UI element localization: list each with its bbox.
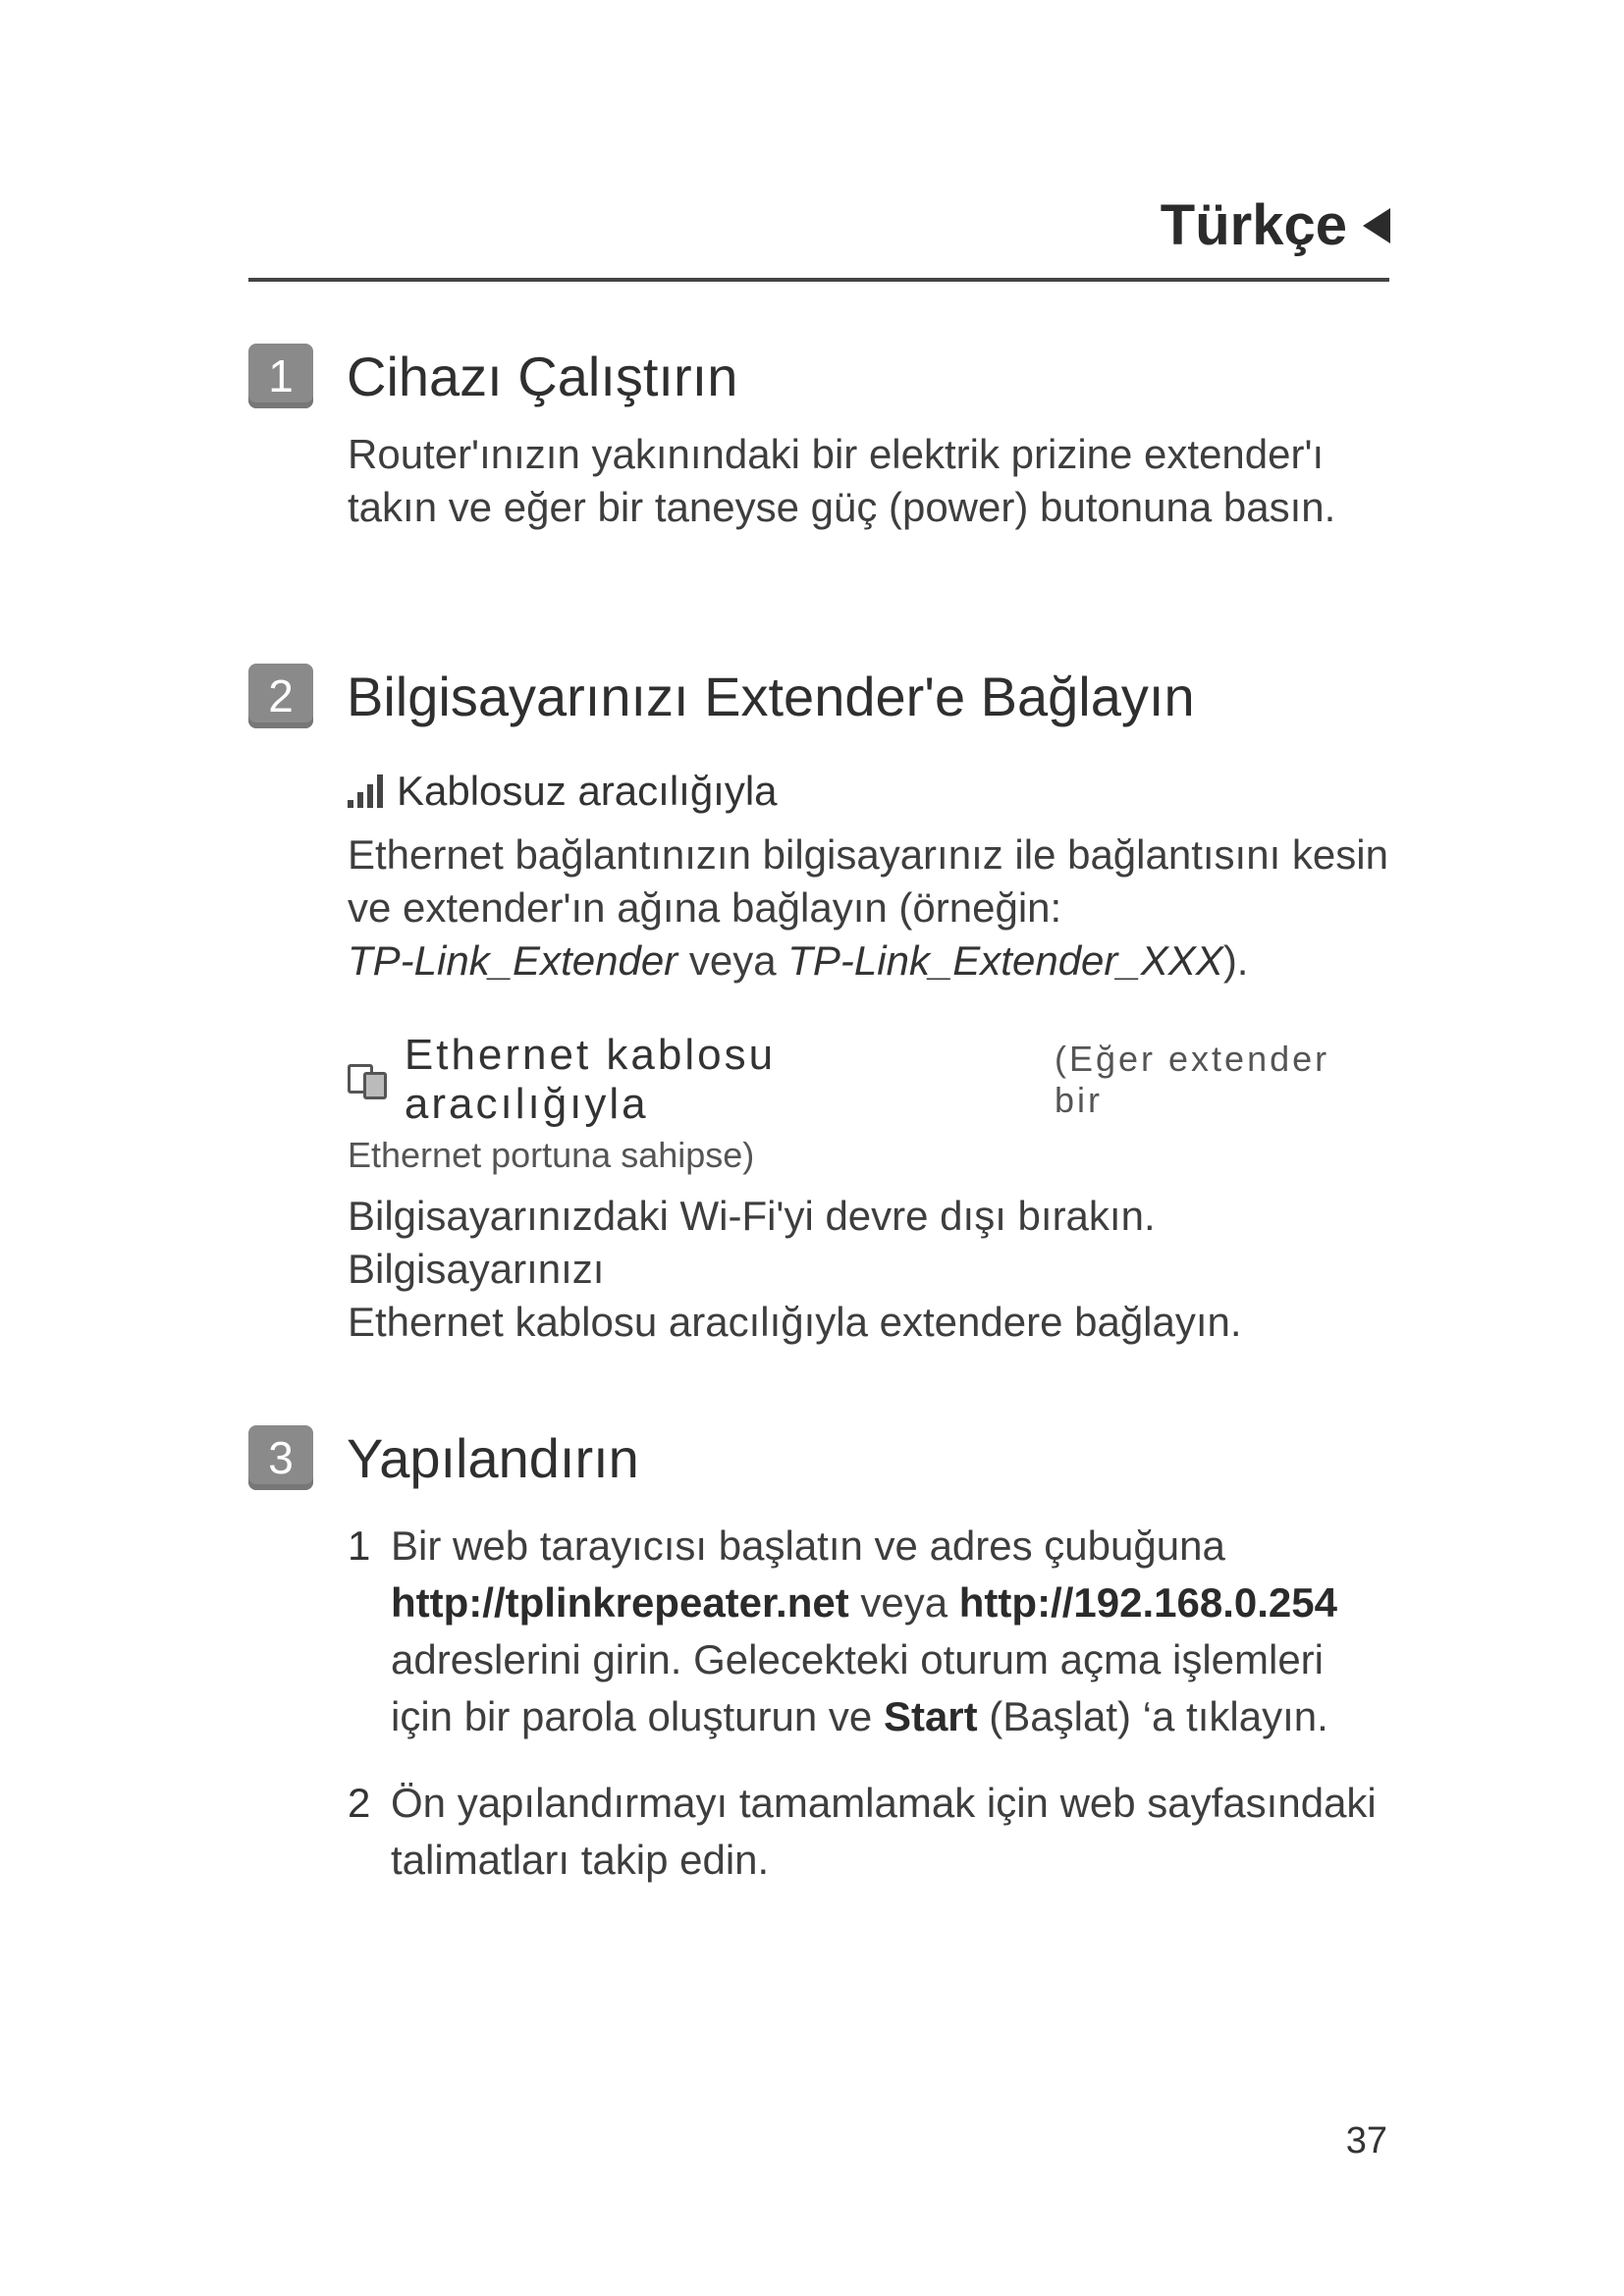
item-1-text-c: için bir parola oluşturun ve xyxy=(391,1693,884,1739)
wireless-body xyxy=(348,828,1389,988)
step-3-title: Yapılandırın xyxy=(347,1426,639,1489)
step-1-badge: 1 xyxy=(248,344,313,408)
item-1-line-4 xyxy=(391,1688,1337,1745)
url-tplinkrepeater: http://tplinkrepeater.net xyxy=(391,1579,849,1626)
list-item xyxy=(348,1518,1389,1745)
step-3-heading xyxy=(248,1425,1389,1490)
wireless-heading xyxy=(348,768,1389,815)
ethernet-heading xyxy=(348,1031,1389,1129)
ethernet-cable-icon xyxy=(348,1062,387,1097)
step-3-badge: 3 xyxy=(248,1425,313,1490)
ethernet-line-2: Ethernet kablosu aracılığıyla extendere bağlayın. xyxy=(348,1299,1242,1345)
ethernet-line-1: Bilgisayarınızdaki Wi-Fi'yi devre dışı bırakın. Bilgisayarınızı xyxy=(348,1193,1156,1292)
item-1-line-1: Bir web tarayıcısı başlatın ve adres çubuğuna xyxy=(391,1522,1225,1569)
ethernet-note-2: Ethernet portuna sahipse) xyxy=(348,1135,755,1175)
step-1-section xyxy=(248,344,1389,534)
step-3-list xyxy=(348,1518,1389,1889)
step-1-line-2: takın ve eğer bir taneyse güç (power) butonuna basın. xyxy=(348,484,1336,530)
ssid-example-2: TP-Link_Extender_XXX xyxy=(787,937,1223,984)
item-2-line-2: talimatları takip edin. xyxy=(391,1837,770,1883)
step-2-section xyxy=(248,664,1389,1349)
step-2-title: Bilgisayarınızı Extender'e Bağlayın xyxy=(347,665,1195,727)
url-ip-address: http://192.168.0.254 xyxy=(958,1579,1337,1626)
step-2-badge: 2 xyxy=(248,664,313,728)
url-or: veya xyxy=(848,1579,959,1626)
ssid-end: ). xyxy=(1222,937,1249,984)
item-1-line-3: adreslerini girin. Gelecekteki oturum açma işlemleri xyxy=(391,1636,1325,1682)
list-item-number: 2 xyxy=(348,1780,371,1826)
step-1-body xyxy=(348,428,1389,534)
wifi-signal-icon xyxy=(348,774,383,808)
start-label: Start xyxy=(883,1693,978,1739)
step-2-heading xyxy=(248,664,1389,728)
list-item-text xyxy=(391,1775,1377,1889)
list-item-number: 1 xyxy=(348,1522,371,1569)
ethernet-heading-label: Ethernet kablosu aracılığıyla xyxy=(404,1031,777,1128)
step-1-heading xyxy=(248,344,1389,408)
wireless-line-3 xyxy=(348,934,1389,988)
wireless-heading-label: Kablosuz aracılığıyla xyxy=(397,768,778,814)
item-2-line-1: Ön yapılandırmayı tamamlamak için web sayfasındaki xyxy=(391,1780,1377,1826)
ssid-or: veya xyxy=(677,937,788,984)
header-divider xyxy=(248,278,1389,282)
wireless-line-2: ve extender'ın ağına bağlayın (örneğin: xyxy=(348,884,1062,931)
wireless-line-1: Ethernet bağlantınızın bilgisayarınız ile bağlantısını kesin xyxy=(348,831,1388,878)
language-header xyxy=(1161,192,1390,258)
item-1-line-2 xyxy=(391,1575,1337,1631)
list-item xyxy=(348,1775,1389,1889)
ethernet-note-1: (Eğer extender bir xyxy=(1054,1039,1330,1120)
step-1-title: Cihazı Çalıştırın xyxy=(347,345,738,407)
list-item-text xyxy=(391,1518,1337,1745)
step-3-section xyxy=(248,1425,1389,1918)
language-label: Türkçe xyxy=(1160,193,1347,257)
ethernet-body xyxy=(348,1190,1389,1349)
step-1-line-1: Router'ınızın yakınındaki bir elektrik prizine extender'ı xyxy=(348,431,1325,477)
arrow-left-icon xyxy=(1363,208,1390,243)
page-number: 37 xyxy=(1345,2120,1387,2162)
ssid-example-1: TP-Link_Extender xyxy=(348,937,678,984)
item-1-text-d: (Başlat) ‘a tıklayın. xyxy=(977,1693,1328,1739)
